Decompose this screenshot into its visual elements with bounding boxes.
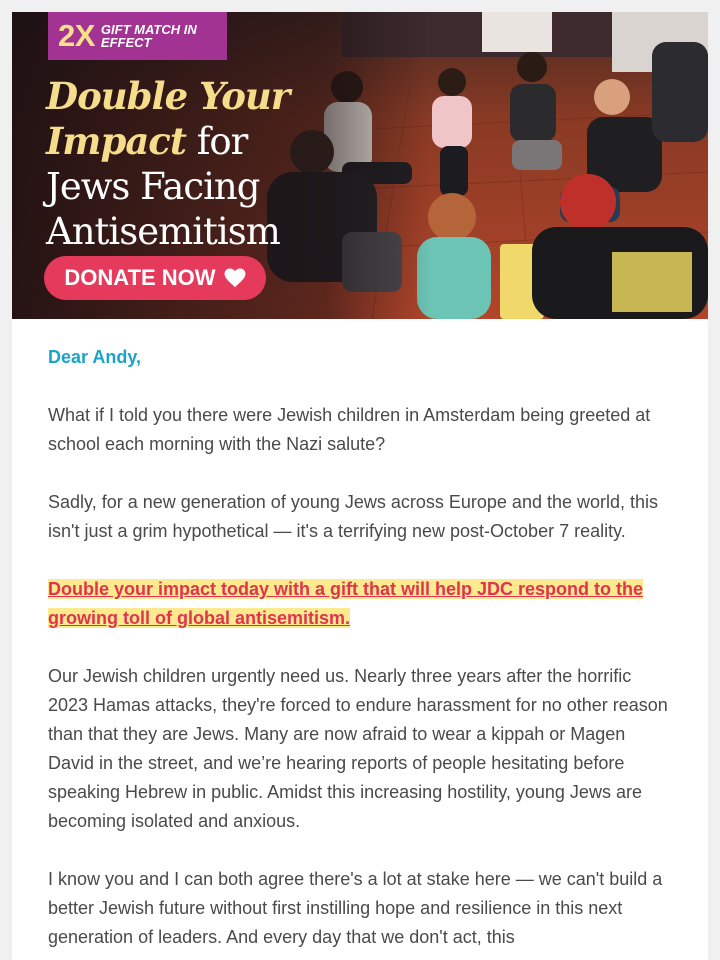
donate-now-button[interactable] — [44, 256, 266, 300]
hero-banner[interactable] — [12, 12, 708, 319]
donate-now-label: DONATE NOW — [64, 265, 216, 290]
headline-line-1: Double Your — [46, 74, 290, 118]
headline-impact: Impact — [46, 119, 186, 163]
headline-line-4: Antisemitism — [46, 210, 280, 253]
email-container — [12, 12, 708, 960]
cta-paragraph — [48, 575, 672, 633]
gift-match-badge — [48, 12, 227, 60]
headline-line-2 — [46, 119, 346, 164]
headline-for: for — [185, 120, 248, 163]
greeting: Dear Andy, — [48, 347, 142, 367]
headline-line-3: Jews Facing — [46, 165, 260, 208]
heart-icon — [224, 268, 246, 288]
badge-caption: GIFT MATCH IN EFFECT — [100, 22, 197, 50]
paragraph-3: Our Jewish children urgently need us. Nearly three years after the horrific 2023 Hamas attacks, they're forced to endure harassment for no other reason than that they are Jews. Many are now afraid to wear a kippah or Magen David in the street, and we’re hearing reports of people hesitating before speaking Hebrew in public. Amidst this increasing hostility, young Jews are becoming isolated and anxious. — [48, 666, 668, 831]
badge-multiplier: 2X — [58, 18, 95, 53]
paragraph-4: I know you and I can both agree there's a lot at stake here — we can't build a better Jewish future without first instilling hope and resilience in this next generation of leaders. And every day that we don't act, this — [48, 869, 663, 947]
banner-headline — [46, 74, 346, 254]
paragraph-1: What if I told you there were Jewish children in Amsterdam being greeted at school each morning with the Nazi salute? — [48, 405, 651, 454]
email-body — [12, 319, 708, 952]
double-impact-link[interactable]: Double your impact today with a gift that will help JDC respond to the growing toll of global antisemitism. — [48, 579, 644, 628]
paragraph-2: Sadly, for a new generation of young Jews across Europe and the world, this isn't just a grim hypothetical — it's a terrifying new post-October 7 reality. — [48, 492, 659, 541]
